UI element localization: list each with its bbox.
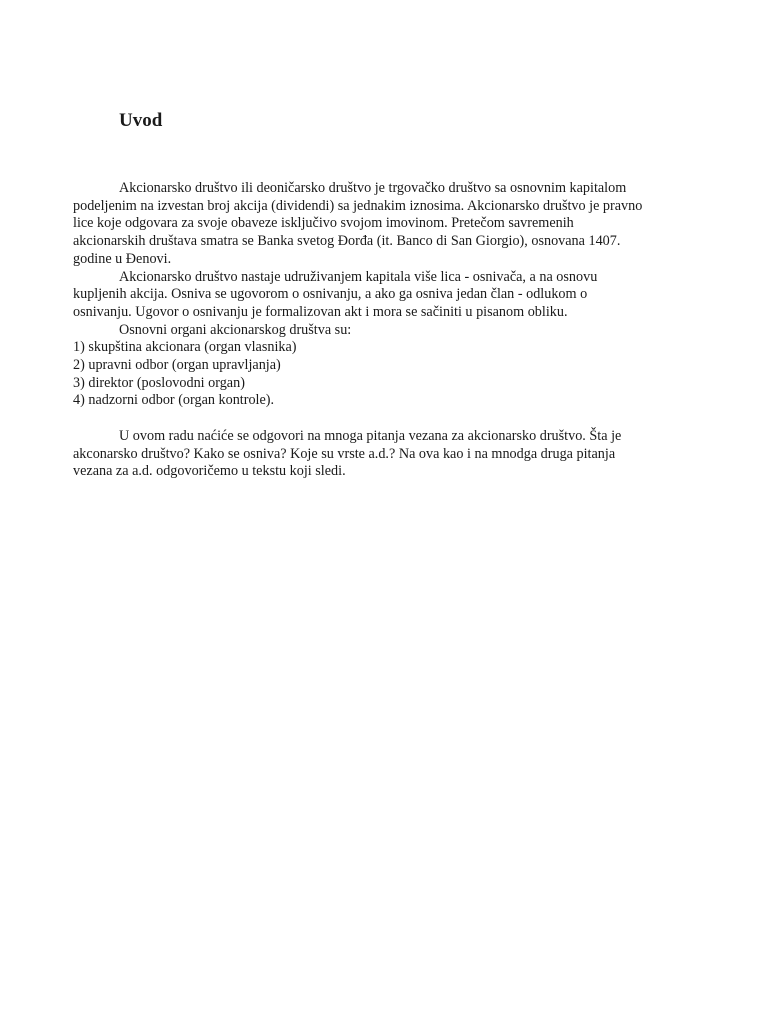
list-item: 2) upravni odbor (organ upravljanja) bbox=[73, 357, 281, 374]
text-line: vezana za a.d. odgovoričemo u tekstu koji sledi. bbox=[73, 463, 346, 480]
list-item: 3) direktor (poslovodni organ) bbox=[73, 374, 245, 391]
text-line: godine u Đenovi. bbox=[73, 250, 172, 267]
text-line: U ovom radu naćiće se odgovori na mnoga pitanja vezana za akcionarsko društvo. Šta je bbox=[119, 427, 622, 444]
text-line: osnivanju. Ugovor o osnivanju je formalizovan akt i mora se sačiniti u pisanom obliku. bbox=[73, 303, 568, 320]
text-line: Osnovni organi akcionarskog društva su: bbox=[119, 321, 352, 338]
text-line: akcionarskih društava smatra se Banka svetog Đorđa (it. Banco di San Giorgio), osnovana 1407. bbox=[73, 233, 621, 250]
document-body bbox=[73, 180, 713, 481]
text-line: Akcionarsko društvo nastaje udruživanjem kapitala više lica - osnivača, a na osnovu bbox=[119, 268, 598, 285]
paragraph-formation bbox=[73, 269, 713, 322]
text-line: Akcionarsko društvo ili deoničarsko društvo je trgovačko društvo sa osnovnim kapitalom bbox=[119, 180, 627, 196]
text-line: kupljenih akcija. Osniva se ugovorom o osnivanju, a ako ga osniva jedan član - odlukom o bbox=[73, 286, 588, 303]
organs-list bbox=[73, 339, 713, 410]
paragraph-purpose bbox=[73, 428, 713, 481]
list-item: 1) skupština akcionara (organ vlasnika) bbox=[73, 339, 297, 356]
text-line: lice koje odgovara za svoje obaveze isključivo svojom imovinom. Pretečom savremenih bbox=[73, 215, 574, 232]
paragraph-organs-intro bbox=[73, 322, 713, 340]
page-title: Uvod bbox=[119, 110, 163, 131]
text-line: podeljenim na izvestan broj akcija (dividendi) sa jednakim iznosima. Akcionarsko društvo je pravno bbox=[73, 197, 643, 214]
paragraph-definition bbox=[73, 180, 713, 269]
paragraph-spacer bbox=[73, 410, 713, 428]
list-item: 4) nadzorni odbor (organ kontrole). bbox=[73, 392, 275, 409]
text-line: akconarsko društvo? Kako se osniva? Koje su vrste a.d.? Na ova kao i na mnodga druga pitanja bbox=[73, 445, 616, 462]
